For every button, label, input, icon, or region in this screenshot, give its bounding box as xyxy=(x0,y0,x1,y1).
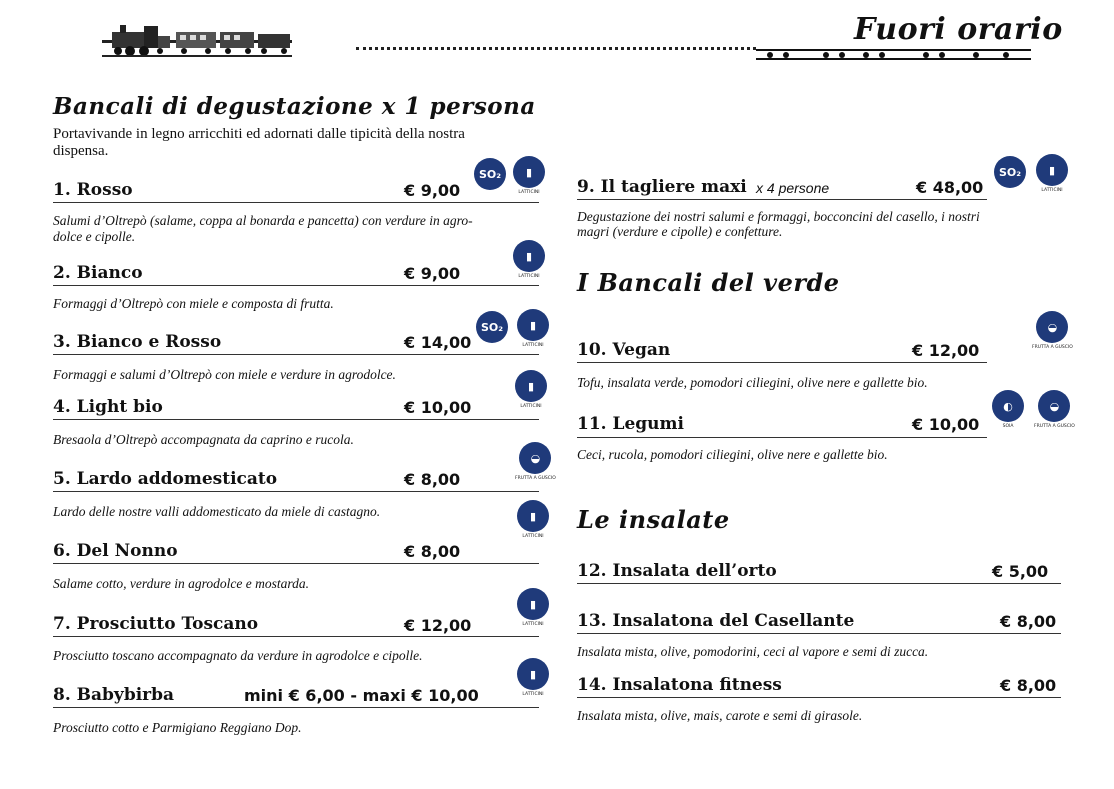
divider xyxy=(53,419,539,420)
milk-bottle-icon: ▮ xyxy=(517,500,549,532)
menu-item-name: 12. Insalata dell’orto xyxy=(577,561,777,581)
menu-item-name: 14. Insalatona fitness xyxy=(577,675,782,695)
divider xyxy=(577,697,1061,698)
nuts-badge: ◒ FRUTTA A GUSCIO xyxy=(1032,311,1073,350)
menu-item-name: 8. Babybirba xyxy=(53,685,175,705)
divider xyxy=(53,354,539,355)
dairy-badge: ▮ LATTICINI xyxy=(513,240,545,279)
milk-bottle-icon: ▮ xyxy=(515,370,547,402)
dairy-badge: ▮ LATTICINI xyxy=(513,156,545,195)
menu-item-price: € 48,00 xyxy=(916,178,984,197)
dairy-badge: ▮ LATTICINI xyxy=(517,588,549,627)
menu-item-description: Ceci, rucola, pomodori ciliegini, olive nere e gallette bio. xyxy=(577,447,888,462)
menu-item-name: 3. Bianco e Rosso xyxy=(53,332,222,352)
nut-icon: ◒ xyxy=(1036,311,1068,343)
soy-badge: ◐ SOIA xyxy=(992,390,1024,429)
divider xyxy=(53,707,539,708)
milk-bottle-icon: ▮ xyxy=(517,588,549,620)
milk-bottle-icon: ▮ xyxy=(1036,154,1068,186)
section-title-bancali: Bancali di degustazione x 1 persona xyxy=(53,93,536,120)
section-title-insalate: Le insalate xyxy=(577,505,730,534)
divider xyxy=(577,633,1061,634)
so2-icon: SO₂ xyxy=(994,156,1026,188)
menu-item-name: 1. Rosso xyxy=(53,180,133,200)
dairy-badge: ▮ LATTICINI xyxy=(517,658,549,697)
dairy-badge: ▮ LATTICINI xyxy=(515,370,547,409)
menu-item-price: € 10,00 xyxy=(404,398,472,417)
dairy-badge: ▮ LATTICINI xyxy=(517,309,549,348)
milk-bottle-icon: ▮ xyxy=(517,309,549,341)
header-dotted-line xyxy=(356,47,756,50)
menu-item-price: € 12,00 xyxy=(912,341,980,360)
so2-icon: SO₂ xyxy=(474,158,506,190)
divider xyxy=(577,583,1061,584)
divider xyxy=(53,285,539,286)
milk-bottle-icon: ▮ xyxy=(513,156,545,188)
menu-item-price: € 8,00 xyxy=(404,542,461,561)
menu-item-name: 4. Light bio xyxy=(53,397,163,417)
menu-item-price: € 12,00 xyxy=(404,616,472,635)
milk-bottle-icon: ▮ xyxy=(517,658,549,690)
menu-item-name: 6. Del Nonno xyxy=(53,541,178,561)
menu-item-price: € 5,00 xyxy=(992,562,1049,581)
menu-item-name: 13. Insalatona del Casellante xyxy=(577,611,855,631)
menu-item-note: x 4 persone xyxy=(756,180,830,196)
divider xyxy=(53,636,539,637)
menu-item-description: Tofu, insalata verde, pomodori ciliegini, olive nere e gallette bio. xyxy=(577,375,928,390)
menu-item-description: Degustazione dei nostri salumi e formaggi, bocconcini del casello, i nostri xyxy=(577,209,980,224)
menu-item-description: Salumi d’Oltrepò (salame, coppa al bonarda e pancetta) con verdure in agro- xyxy=(53,213,473,228)
nuts-badge: ◒ FRUTTA A GUSCIO xyxy=(1034,390,1075,429)
menu-item-name: 5. Lardo addomesticato xyxy=(53,469,278,489)
track-rails xyxy=(756,46,1031,62)
menu-item-price: € 9,00 xyxy=(404,264,461,283)
divider xyxy=(577,199,987,200)
menu-item-description: Bresaola d’Oltrepò accompagnata da caprino e rucola. xyxy=(53,432,354,447)
dairy-badge: ▮ LATTICINI xyxy=(517,500,549,539)
menu-item-price: € 8,00 xyxy=(1000,612,1057,631)
divider xyxy=(53,563,539,564)
menu-item-price: € 8,00 xyxy=(404,470,461,489)
train-illustration xyxy=(100,22,296,62)
menu-item-name: 10. Vegan xyxy=(577,340,671,360)
intro-line-2: dispensa. xyxy=(53,143,109,159)
menu-item-price: € 8,00 xyxy=(1000,676,1057,695)
divider xyxy=(53,202,539,203)
so2-icon: SO₂ xyxy=(476,311,508,343)
divider xyxy=(577,362,987,363)
menu-item-price: mini € 6,00 - maxi € 10,00 xyxy=(244,686,479,705)
soybean-icon: ◐ xyxy=(992,390,1024,422)
menu-item-price: € 10,00 xyxy=(912,415,980,434)
sulfites-badge xyxy=(994,156,1026,188)
dairy-badge: ▮ LATTICINI xyxy=(1036,154,1068,193)
menu-item-name: 9. Il tagliere maxi xyxy=(577,177,747,197)
page-title: Fuori orario xyxy=(854,12,1063,47)
intro-line-1: Portavivande in legno arricchiti ed adornati dalle tipicità della nostra xyxy=(53,126,465,142)
nuts-badge: ◒ FRUTTA A GUSCIO xyxy=(515,442,556,481)
menu-item-description: Prosciutto cotto e Parmigiano Reggiano Dop. xyxy=(53,720,302,735)
menu-item-description: magri (verdure e cipolle) e confetture. xyxy=(577,224,783,239)
divider xyxy=(577,437,987,438)
menu-item-name: 11. Legumi xyxy=(577,414,684,434)
nut-icon: ◒ xyxy=(519,442,551,474)
menu-item-description: Insalata mista, olive, mais, carote e semi di girasole. xyxy=(577,708,863,723)
menu-item-description: Prosciutto toscano accompagnato da verdure in agrodolce e cipolle. xyxy=(53,648,423,663)
menu-item-name: 2. Bianco xyxy=(53,263,143,283)
menu-item-price: € 9,00 xyxy=(404,181,461,200)
divider xyxy=(53,491,539,492)
menu-item-description: Formaggi d’Oltrepò con miele e composta di frutta. xyxy=(53,296,334,311)
menu-item-description: Lardo delle nostre valli addomesticato da miele di castagno. xyxy=(53,504,381,519)
sulfites-badge xyxy=(476,311,508,343)
menu-item-description: Salame cotto, verdure in agrodolce e mostarda. xyxy=(53,576,309,591)
menu-item-description: Insalata mista, olive, pomodorini, ceci al vapore e semi di zucca. xyxy=(577,644,929,659)
menu-item-description: Formaggi e salumi d’Oltrepò con miele e verdure in agrodolce. xyxy=(53,367,396,382)
menu-item-price: € 14,00 xyxy=(404,333,472,352)
menu-item-description: dolce e cipolle. xyxy=(53,229,136,244)
section-title-verde: I Bancali del verde xyxy=(577,268,840,297)
milk-bottle-icon: ▮ xyxy=(513,240,545,272)
sulfites-badge xyxy=(474,158,506,190)
nut-icon: ◒ xyxy=(1038,390,1070,422)
menu-item-name: 7. Prosciutto Toscano xyxy=(53,614,259,634)
